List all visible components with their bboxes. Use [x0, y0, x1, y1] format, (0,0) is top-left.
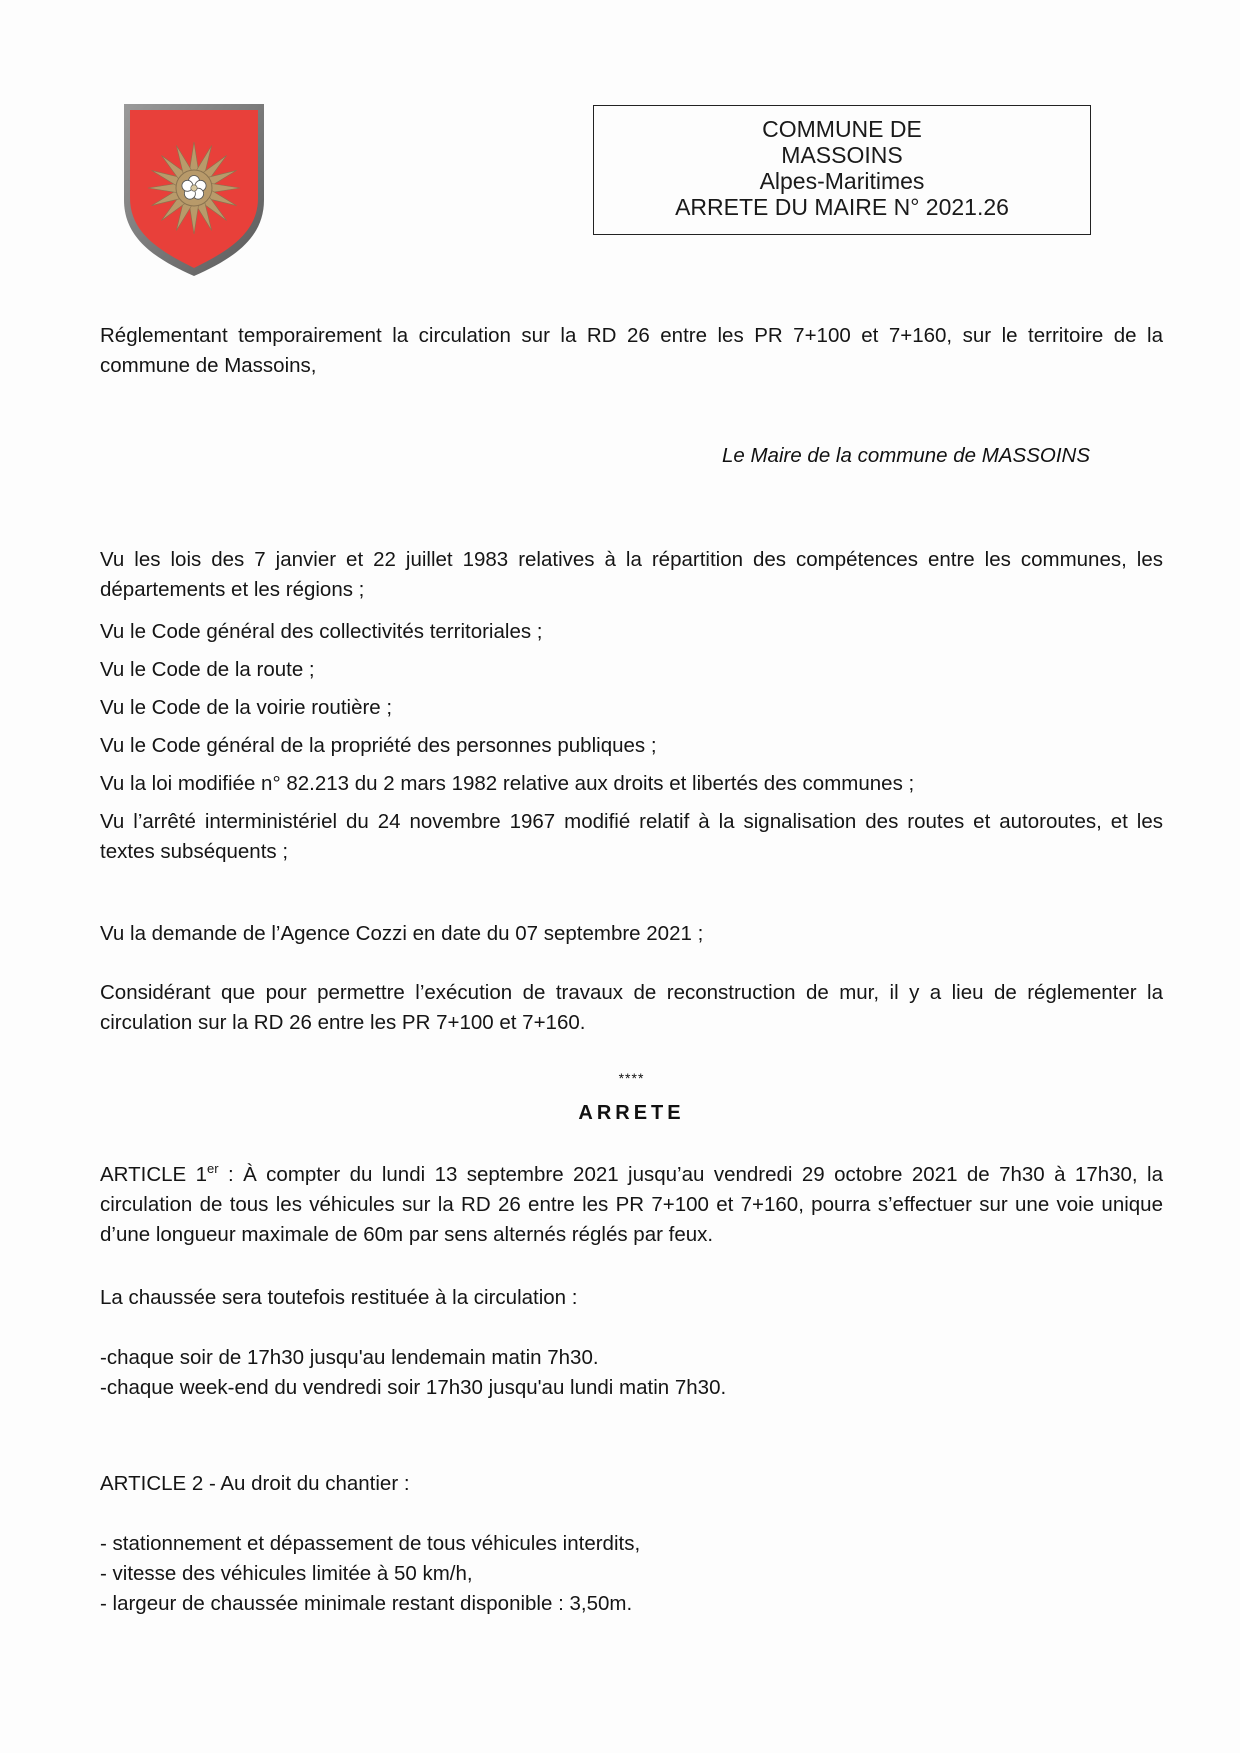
- article-1: [100, 1160, 1163, 1250]
- header-line-department: Alpes-Maritimes: [759, 168, 925, 194]
- separator-stars: ****: [618, 1070, 645, 1086]
- request-reference: Vu la demande de l’Agence Cozzi en date du 07 septembre 2021 ;: [100, 922, 704, 945]
- restitution-intro: La chaussée sera toutefois restituée à la circulation :: [100, 1286, 578, 1309]
- restitution-item: -chaque soir de 17h30 jusqu'au lendemain matin 7h30.: [100, 1346, 599, 1369]
- arrete-heading: ARRETE: [578, 1102, 685, 1124]
- visa-item: Vu le Code de la voirie routière ;: [100, 696, 393, 719]
- coat-of-arms-emblem: [120, 100, 268, 280]
- header-box: [593, 105, 1091, 235]
- article-1-label: ARTICLE 1: [100, 1163, 208, 1186]
- visa-item: Vu le Code général de la propriété des personnes publiques ;: [100, 734, 657, 757]
- visa-item: Vu les lois des 7 janvier et 22 juillet 1983 relatives à la répartition des compétences entre les communes, les départements et les régions ;: [100, 548, 1163, 601]
- header-line-name: MASSOINS: [781, 142, 903, 168]
- article-2-item: - largeur de chaussée minimale restant disponible : 3,50m.: [100, 1592, 633, 1615]
- visa-item: Vu l’arrêté interministériel du 24 novembre 1967 modifié relatif à la signalisation des routes et autoroutes, et les textes subséquents ;: [100, 810, 1163, 863]
- article-1-text: : À compter du lundi 13 septembre 2021 jusqu’au vendredi 29 octobre 2021 de 7h30 à 17h30, la circulation de tous les véhicules sur la RD 26 entre les PR 7+100 et 7+160, pourra s’effectuer sur une voie unique d’une longueur maximale de 60m par sens alternés réglés par feux.: [100, 1163, 1163, 1246]
- article-1-superscript: er: [207, 1161, 219, 1177]
- header-line-commune: COMMUNE DE: [762, 116, 922, 142]
- mayor-line: Le Maire de la commune de MASSOINS: [721, 444, 1090, 467]
- decree-subject: Réglementant temporairement la circulation sur la RD 26 entre les PR 7+100 et 7+160, sur le territoire de la commune de Massoins,: [100, 324, 1163, 377]
- visa-item: Vu le Code de la route ;: [100, 658, 315, 681]
- header-line-decree-number: ARRETE DU MAIRE N° 2021.26: [675, 194, 1009, 220]
- article-2-item: - vitesse des véhicules limitée à 50 km/h,: [100, 1562, 473, 1585]
- visa-item: Vu la loi modifiée n° 82.213 du 2 mars 1982 relative aux droits et libertés des communes ;: [100, 772, 915, 795]
- article-2-item: - stationnement et dépassement de tous véhicules interdits,: [100, 1532, 641, 1555]
- article-2-heading: ARTICLE 2 - Au droit du chantier :: [100, 1472, 410, 1495]
- visa-item: Vu le Code général des collectivités territoriales ;: [100, 620, 543, 643]
- restitution-item: -chaque week-end du vendredi soir 17h30 jusqu'au lundi matin 7h30.: [100, 1376, 727, 1399]
- considerant-paragraph: Considérant que pour permettre l’exécution de travaux de reconstruction de mur, il y a lieu de réglementer la circulation sur la RD 26 entre les PR 7+100 et 7+160.: [100, 981, 1163, 1034]
